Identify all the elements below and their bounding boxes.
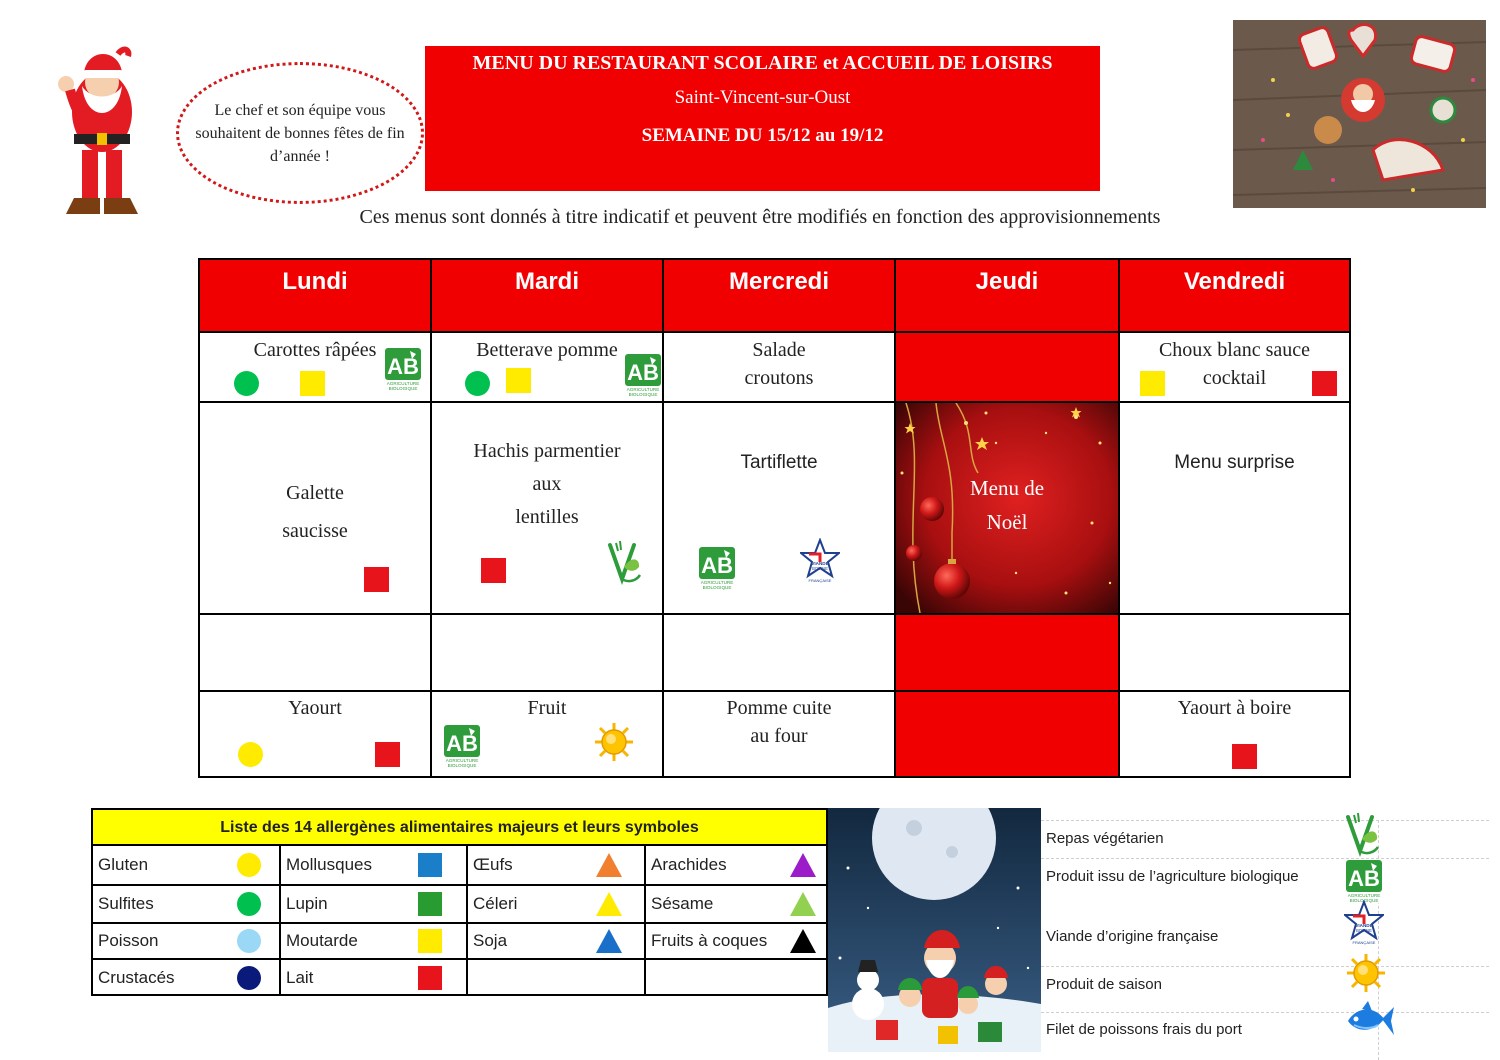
title-banner: [425, 46, 1100, 191]
allergen-name: Fruits à coques: [651, 931, 768, 950]
christmas-menu-label: [896, 471, 1118, 539]
dish-name: Menu surprise: [1174, 452, 1295, 473]
allergen-cell-empty: [468, 960, 646, 996]
dish-name-line1: Hachis parmentier: [473, 440, 621, 462]
noel-line2: Noël: [986, 510, 1028, 534]
allergen-moutarde-marker: [300, 371, 325, 396]
greeting-bubble: Le chef et son équipe vous souhaitent de bonnes fêtes de fin d’année !: [176, 62, 424, 204]
dessert-mercredi: [664, 692, 896, 776]
allergen-cell: [468, 886, 646, 924]
fish-icon: [1344, 999, 1394, 1043]
day-header-lundi: Lundi: [200, 260, 432, 333]
allergen-name: Moutarde: [286, 931, 358, 950]
organic-ab-icon: [624, 353, 662, 397]
allergen-cell: [93, 960, 281, 996]
main-jeudi: [896, 403, 1120, 615]
allergen-circle-symbol: [235, 965, 263, 991]
allergen-cell: [468, 846, 646, 886]
symbol-legend: [1041, 820, 1491, 1060]
allergen-cell: [93, 846, 281, 886]
allergen-triangle-symbol: [595, 852, 623, 878]
dish-name-line1: Choux blanc sauce: [1158, 339, 1311, 361]
dish-name-line1: Pomme cuite: [726, 697, 832, 719]
empty-cell: [432, 615, 664, 692]
allergen-circle-symbol: [235, 928, 263, 954]
starter-mardi: [432, 333, 664, 403]
empty-cell: [664, 615, 896, 692]
allergen-triangle-symbol: [595, 928, 623, 954]
allergen-triangle-symbol: [789, 928, 817, 954]
legend-label: Repas végétarien: [1046, 830, 1164, 847]
dish-name-line3: lentilles: [515, 506, 579, 528]
allergen-cell: [93, 924, 281, 960]
allergen-triangle-symbol: [789, 852, 817, 878]
allergen-name: Poisson: [98, 931, 159, 950]
allergen-moutarde-marker: [1140, 371, 1165, 396]
dish-name: Carottes râpées: [253, 339, 377, 361]
allergen-cell: [646, 846, 826, 886]
legend-label: Produit de saison: [1046, 976, 1162, 993]
day-header-jeudi: Jeudi: [896, 260, 1120, 333]
dish-name-line2: croutons: [744, 367, 814, 389]
allergen-gluten-marker: [238, 742, 263, 767]
allergen-name: Mollusques: [286, 855, 372, 874]
dessert-vendredi: [1120, 692, 1349, 776]
jeudi-red-cell: [896, 615, 1120, 692]
allergen-table: [91, 808, 828, 996]
legend-row-french-meat: [1041, 920, 1489, 966]
dish-name-line2: au four: [750, 725, 808, 747]
starter-jeudi: [896, 333, 1120, 403]
allergen-name: Sésame: [651, 894, 714, 913]
main-mercredi: [664, 403, 896, 615]
organic-ab-icon: [698, 546, 736, 590]
allergen-circle-symbol: [235, 852, 263, 878]
starter-lundi: [200, 333, 432, 403]
dish-name: Betterave pomme: [476, 339, 618, 361]
christmas-kids-illustration: [828, 808, 1041, 1052]
french-meat-icon: [800, 538, 840, 584]
vegetarian-icon: [1344, 811, 1380, 857]
allergen-name: Lupin: [286, 894, 328, 913]
starter-mercredi: [664, 333, 896, 403]
dish-name-line2: saucisse: [282, 520, 348, 542]
allergen-name: Crustacés: [98, 968, 175, 987]
legend-label: Produit issu de l’agriculture biologique: [1046, 868, 1299, 885]
allergen-cell: [468, 924, 646, 960]
dish-name-line2: cocktail: [1202, 367, 1267, 389]
allergen-name: Arachides: [651, 855, 727, 874]
allergen-square-symbol: [416, 965, 444, 991]
noel-line1: Menu de: [969, 476, 1045, 500]
allergen-name: Céleri: [473, 894, 518, 913]
allergen-name: Sulfites: [98, 894, 154, 913]
sun-icon: [594, 722, 634, 762]
legend-label: Viande d’origine française: [1046, 928, 1219, 945]
allergen-square-symbol: [416, 928, 444, 954]
allergen-cell: [281, 846, 468, 886]
christmas-cookies-photo: [1233, 20, 1486, 208]
vegetarian-icon: [606, 539, 642, 585]
dessert-jeudi: [896, 692, 1120, 776]
day-header-vendredi: Vendredi: [1120, 260, 1349, 333]
allergen-cell-empty: [646, 960, 826, 996]
allergen-cell: [281, 960, 468, 996]
allergen-cell: [281, 886, 468, 924]
legend-label: Filet de poissons frais du port: [1046, 1021, 1242, 1038]
location: Saint-Vincent-sur-Oust: [674, 87, 851, 108]
main-vendredi: [1120, 403, 1349, 615]
weekly-menu-table: [198, 258, 1351, 778]
dish-name: Fruit: [527, 697, 567, 719]
allergen-table-title: Liste des 14 allergènes alimentaires majeurs et leurs symboles: [93, 810, 826, 846]
allergen-sulfites-marker: [234, 371, 259, 396]
legend-row-season: [1041, 966, 1489, 1012]
legend-row-vegetarian: [1041, 820, 1489, 858]
day-header-mardi: Mardi: [432, 260, 664, 333]
santa-claus-illustration: [52, 42, 152, 228]
allergen-triangle-symbol: [595, 891, 623, 917]
allergen-moutarde-marker: [506, 368, 531, 393]
french-meat-icon: [1344, 900, 1384, 946]
empty-cell: [1120, 615, 1349, 692]
allergen-lait-marker: [481, 558, 506, 583]
allergen-cell: [646, 886, 826, 924]
allergen-name: Lait: [286, 968, 314, 987]
allergen-lait-marker: [1312, 371, 1337, 396]
dish-name-line1: Salade: [752, 339, 806, 361]
week-range: SEMAINE DU 15/12 au 19/12: [641, 125, 884, 146]
dish-name: Yaourt à boire: [1177, 697, 1292, 719]
organic-ab-icon: [443, 724, 481, 768]
allergen-name: Gluten: [98, 855, 149, 874]
main-mardi: [432, 403, 664, 615]
allergen-lait-marker: [375, 742, 400, 767]
allergen-cell: [93, 886, 281, 924]
dish-name: Yaourt: [288, 697, 342, 719]
sun-icon: [1346, 953, 1386, 993]
allergen-circle-symbol: [235, 891, 263, 917]
allergen-square-symbol: [416, 852, 444, 878]
organic-ab-icon: [1345, 859, 1383, 903]
allergen-name: Œufs: [473, 855, 513, 874]
allergen-cell: [646, 924, 826, 960]
main-lundi: [200, 403, 432, 615]
disclaimer-note: Ces menus sont donnés à titre indicatif et peuvent être modifiés en fonction des approvisionnements: [359, 206, 1161, 228]
allergen-triangle-symbol: [789, 891, 817, 917]
menu-title: MENU DU RESTAURANT SCOLAIRE et ACCUEIL DE LOISIRS: [472, 52, 1053, 74]
organic-ab-icon: [384, 347, 422, 391]
legend-row-fish: [1041, 1012, 1489, 1060]
allergen-name: Soja: [473, 931, 508, 950]
dessert-mardi: [432, 692, 664, 776]
dish-name-line2: aux: [532, 473, 562, 495]
empty-cell: [200, 615, 432, 692]
allergen-lait-marker: [1232, 744, 1257, 769]
day-header-mercredi: Mercredi: [664, 260, 896, 333]
allergen-sulfites-marker: [465, 371, 490, 396]
starter-vendredi: [1120, 333, 1349, 403]
dish-name: Tartiflette: [740, 452, 818, 473]
dessert-lundi: [200, 692, 432, 776]
allergen-lait-marker: [364, 567, 389, 592]
allergen-cell: [281, 924, 468, 960]
dish-name-line1: Galette: [286, 482, 344, 504]
allergen-square-symbol: [416, 891, 444, 917]
